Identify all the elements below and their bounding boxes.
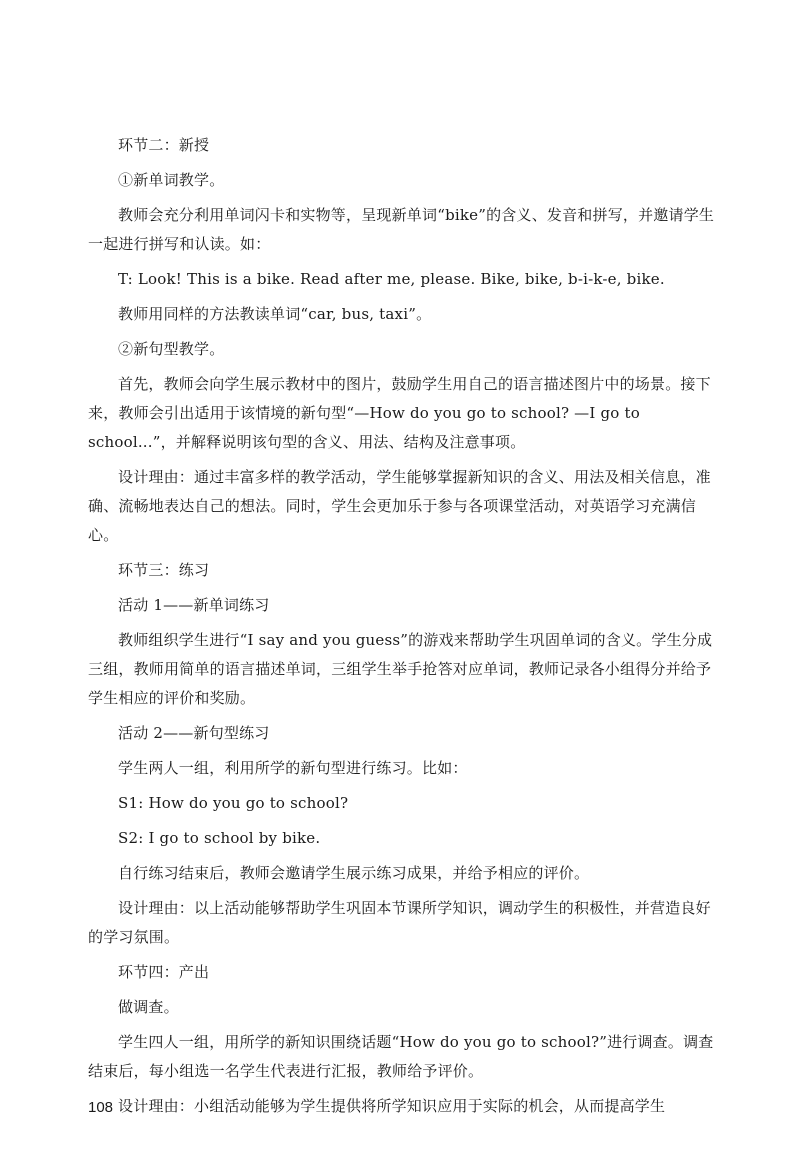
page-body bbox=[88, 131, 718, 1127]
activity-1-title: 活动 1——新单词练习 bbox=[118, 596, 270, 614]
dialogue-teacher: T: Look! This is a bike. Read after me, please. Bike, bike, b-i-k-e, bike. bbox=[118, 270, 665, 288]
survey-title: 做调查。 bbox=[118, 998, 179, 1016]
dialogue-s2: S2: I go to school by bike. bbox=[118, 829, 321, 847]
paragraph-new-words: 教师会充分利用单词闪卡和实物等，呈现新单词“bike”的含义、发音和拼写，并邀请学生一起进行拼写和认读。如： bbox=[88, 206, 715, 253]
paragraph-design-reason-2: 设计理由：以上活动能够帮助学生巩固本节课所学知识，调动学生的积极性，并营造良好的学习氛围。 bbox=[88, 899, 711, 946]
paragraph-activity-2: 学生两人一组，利用所学的新句型进行练习。比如： bbox=[118, 759, 468, 777]
section-heading-4: 环节四：产出 bbox=[118, 963, 210, 981]
paragraph-activity-1: 教师组织学生进行“I say and you guess”的游戏来帮助学生巩固单词的含义。学生分成三组，教师用简单的语言描述单词，三组学生举手抢答对应单词，教师记录各小组得分并给予学生相应的评价和奖励。 bbox=[88, 631, 713, 707]
activity-2-title: 活动 2——新句型练习 bbox=[118, 724, 270, 742]
dialogue-s1: S1: How do you go to school? bbox=[118, 794, 349, 812]
page-number: 108 bbox=[88, 1099, 114, 1116]
paragraph-sentence-teaching: 首先，教师会向学生展示教材中的图片，鼓励学生用自己的语言描述图片中的场景。接下来，教师会引出适用于该情境的新句型“—How do you go to school? —I go to school...”，并解释说明该句型的含义、用法、结构及注意事项。 bbox=[88, 375, 711, 451]
subheading-new-words: ①新单词教学。 bbox=[118, 171, 225, 189]
section-heading-2: 环节二：新授 bbox=[118, 136, 210, 154]
subheading-new-sentence: ②新句型教学。 bbox=[118, 340, 225, 358]
section-heading-3: 环节三：练习 bbox=[118, 561, 210, 579]
paragraph-survey: 学生四人一组，用所学的新知识围绕话题“How do you go to school?”进行调查。调查结束后，每小组选一名学生代表进行汇报，教师给予评价。 bbox=[88, 1033, 714, 1080]
paragraph-design-reason-3: 设计理由：小组活动能够为学生提供将所学知识应用于实际的机会，从而提高学生 bbox=[118, 1097, 666, 1115]
paragraph-design-reason-1: 设计理由：通过丰富多样的教学活动，学生能够掌握新知识的含义、用法及相关信息，准确、流畅地表达自己的想法。同时，学生会更加乐于参与各项课堂活动，对英语学习充满信心。 bbox=[88, 468, 711, 544]
paragraph-same-method: 教师用同样的方法教读单词“car, bus, taxi”。 bbox=[118, 305, 432, 323]
paragraph-practice-end: 自行练习结束后，教师会邀请学生展示练习成果，并给予相应的评价。 bbox=[118, 864, 590, 882]
